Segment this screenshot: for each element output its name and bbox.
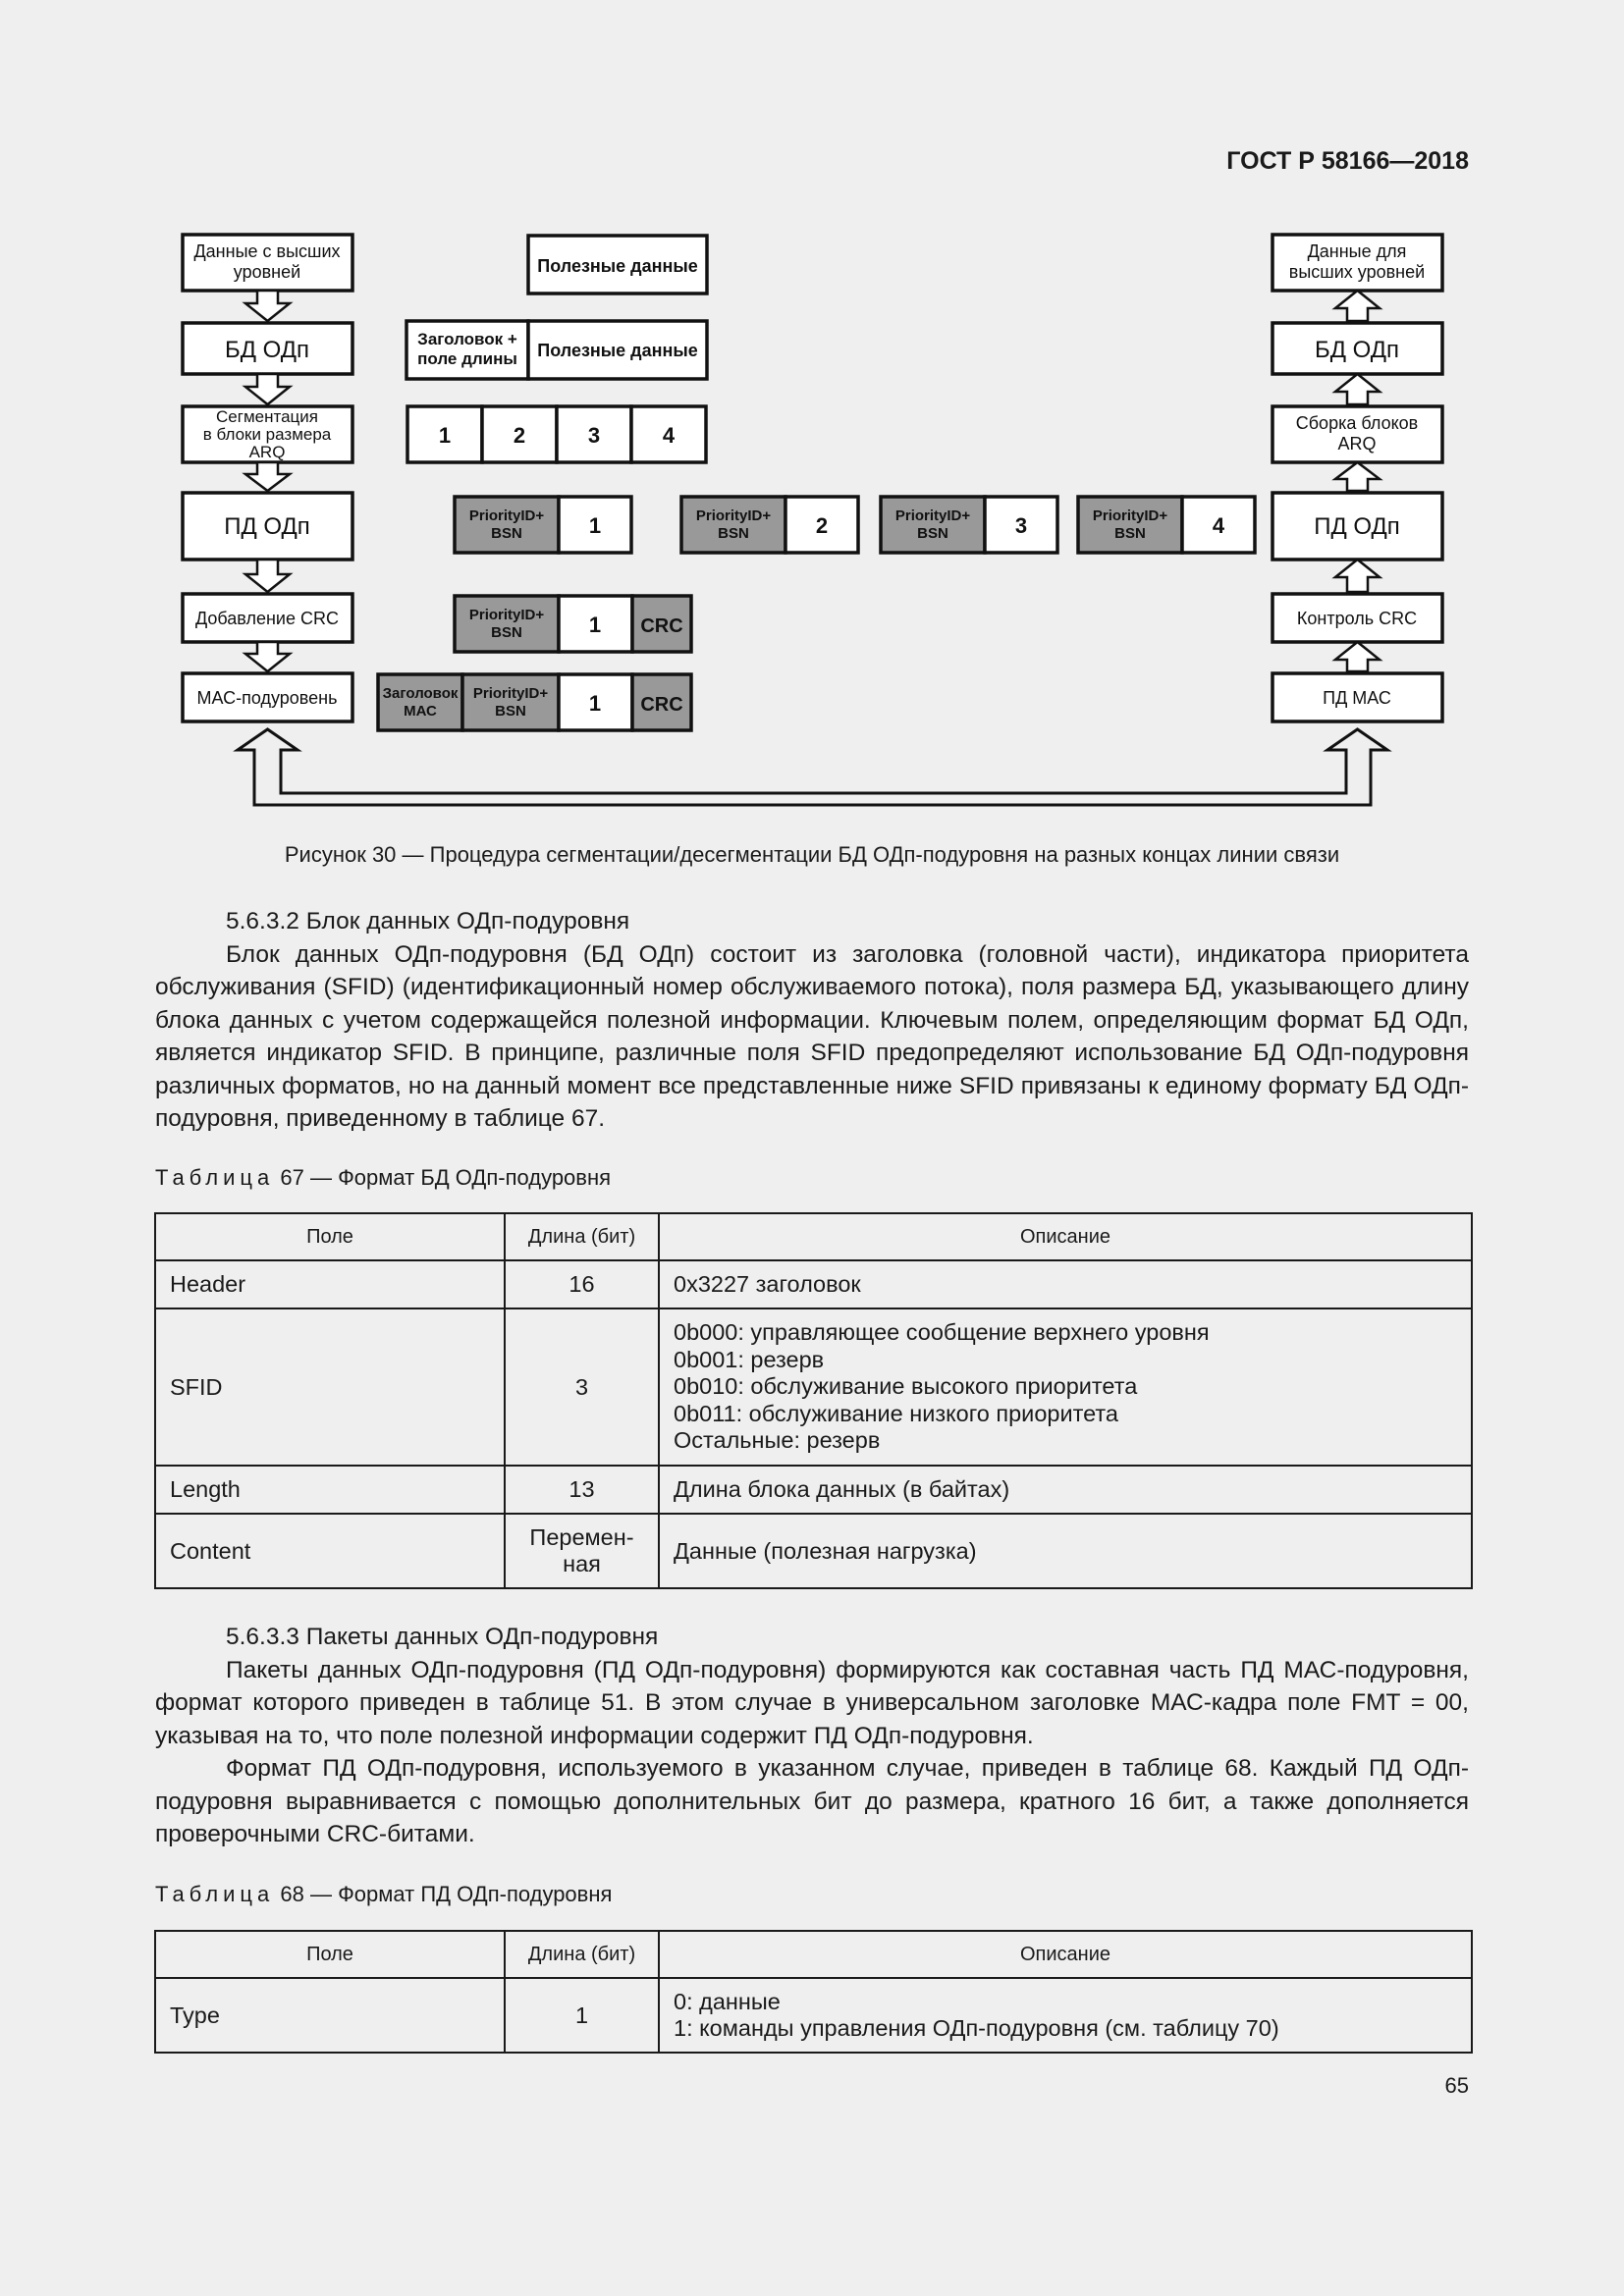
col-header-field: Поле — [155, 1931, 505, 1978]
cell-length: 3 — [505, 1308, 659, 1466]
mac-frame — [378, 674, 691, 730]
table-row — [155, 1514, 1472, 1588]
left-block-segmentation-line1: Сегментация — [216, 407, 318, 426]
svg-text:PriorityID+: PriorityID+ — [1092, 507, 1168, 524]
segment-2-label: 2 — [513, 423, 526, 448]
right-block-arq-assembly-line1: Сборка блоков — [1295, 413, 1419, 433]
arrow-up-icon — [1335, 374, 1380, 404]
section-heading: 5.6.3.3 Пакеты данных ОДп-подуровня — [226, 1624, 659, 1650]
table-row — [155, 1978, 1472, 2053]
svg-text:1: 1 — [588, 691, 602, 716]
table-67 — [154, 1212, 1473, 1589]
svg-text:1: 1 — [588, 613, 602, 637]
arrow-up-icon — [1335, 462, 1380, 491]
table-68-title — [155, 1882, 612, 1907]
col-header-description: Описание — [659, 1931, 1472, 1978]
left-block-odp-pdu-label: ПД ОДп — [224, 513, 310, 540]
svg-text:BSN: BSN — [495, 703, 526, 720]
left-block-upper-data-line2: уровней — [233, 262, 301, 282]
segment-3-label: 3 — [587, 423, 601, 448]
table-68-caption: 68 — Формат ПД ОДп-подуровня — [280, 1882, 613, 1906]
svg-text:BSN: BSN — [718, 525, 749, 542]
cell-description: Данные (полезная нагрузка) — [659, 1514, 1472, 1588]
cell-description: 0: данные 1: команды управления ОДп-подуровня (см. таблицу 70) — [659, 1978, 1472, 2053]
section-heading: 5.6.3.2 Блок данных ОДп-подуровня — [226, 908, 630, 934]
left-block-add-crc-label: Добавление CRC — [195, 609, 339, 628]
pdu-2 — [681, 497, 858, 553]
page-number: 65 — [1444, 2073, 1469, 2098]
table-67-label: Таблица — [155, 1165, 275, 1190]
svg-text:CRC: CRC — [640, 694, 683, 716]
left-block-upper-data-line1: Данные с высших — [193, 241, 341, 261]
cell-length: 1 — [505, 1978, 659, 2053]
svg-text:МАС: МАС — [404, 703, 437, 720]
section-5-6-3-2 — [155, 905, 1469, 1136]
section-paragraph: Пакеты данных ОДп-подуровня (ПД ОДп-подуровня) формируются как составная часть ПД МАС-подуровня, формат которого приведен в таблице 51. В этом случае в универсальном заголовке МАС-кадра поле FMT = 00, указывая на то, что поле полезной информации содержит ПД ОДп-подуровня. — [155, 1656, 1469, 1749]
pdu-1 — [455, 497, 631, 553]
svg-text:PriorityID+: PriorityID+ — [472, 685, 549, 702]
pdu-4 — [1078, 497, 1255, 553]
cell-description: Длина блока данных (в байтах) — [659, 1466, 1472, 1514]
link-loop-arrow-icon — [238, 729, 1387, 805]
arrow-up-icon — [1335, 560, 1380, 592]
svg-text:PriorityID+: PriorityID+ — [468, 607, 545, 623]
cell-field: Header — [155, 1260, 505, 1308]
svg-text:BSN: BSN — [1114, 525, 1146, 542]
left-block-segmentation-line3: ARQ — [248, 443, 286, 461]
arrow-down-icon — [245, 291, 290, 321]
header-length-line1: Заголовок + — [417, 330, 517, 348]
svg-text:BSN: BSN — [917, 525, 948, 542]
pdu-3 — [881, 497, 1057, 553]
cell-description: 0b000: управляющее сообщение верхнего уровня 0b001: резерв 0b010: обслуживание высокого приоритета 0b011: обслуживание низкого приоритета Остальные: резерв — [659, 1308, 1472, 1466]
cell-field: Length — [155, 1466, 505, 1514]
section-paragraph: Формат ПД ОДп-подуровня, используемого в указанном случае, приведен в таблице 68. Каждый ПД ОДп-подуровня выравнивается с помощью дополнительных бит до размера, кратного 16 бит, а также дополняется проверочными CRC-битами. — [155, 1755, 1469, 1847]
cell-length: Перемен-ная — [505, 1514, 659, 1588]
document-header: ГОСТ Р 58166—2018 — [1226, 147, 1469, 175]
svg-text:PriorityID+: PriorityID+ — [894, 507, 971, 524]
svg-text:2: 2 — [815, 513, 829, 538]
pdu-with-crc — [455, 596, 691, 652]
left-block-mac-sublayer-label: МАС-подуровень — [196, 688, 338, 708]
table-row — [155, 1466, 1472, 1514]
arrow-down-icon — [245, 462, 290, 491]
table-68 — [154, 1930, 1473, 2054]
cell-field: Type — [155, 1978, 505, 2053]
header-length-line2: поле длины — [417, 349, 517, 368]
arrow-down-icon — [245, 374, 290, 404]
left-block-odp-sdu-label: БД ОДп — [224, 337, 310, 363]
svg-text:CRC: CRC — [640, 615, 683, 637]
right-block-arq-assembly-line2: ARQ — [1337, 434, 1377, 454]
right-block-odp-pdu-label: ПД ОДп — [1314, 513, 1400, 540]
col-header-description: Описание — [659, 1213, 1472, 1260]
segment-1-label: 1 — [438, 423, 452, 448]
table-row — [155, 1260, 1472, 1308]
arrow-down-icon — [245, 642, 290, 671]
svg-text:3: 3 — [1014, 513, 1028, 538]
right-block-crc-check-label: Контроль CRC — [1296, 609, 1418, 628]
right-block-odp-sdu-label: БД ОДп — [1314, 337, 1400, 363]
table-header-row — [155, 1213, 1472, 1260]
col-header-field: Поле — [155, 1213, 505, 1260]
svg-text:BSN: BSN — [491, 624, 522, 641]
svg-text:Заголовок: Заголовок — [382, 685, 459, 702]
table-68-label: Таблица — [155, 1882, 275, 1906]
cell-field: Content — [155, 1514, 505, 1588]
table-row — [155, 1308, 1472, 1466]
col-header-length: Длина (бит) — [505, 1213, 659, 1260]
svg-text:BSN: BSN — [491, 525, 522, 542]
svg-text:PriorityID+: PriorityID+ — [468, 507, 545, 524]
right-block-upper-data-line2: высших уровней — [1288, 262, 1426, 282]
arrow-up-icon — [1335, 291, 1380, 321]
arrow-down-icon — [245, 560, 290, 592]
left-block-segmentation-line2: в блоки размера — [202, 425, 332, 444]
section-paragraph: Блок данных ОДп-подуровня (БД ОДп) состоит из заголовка (головной части), индикатора приоритета обслуживания (SFID) (идентификационный номер обслуживаемого потока), поля размера БД, указывающего длину блока данных с учетом содержащейся полезной информации. Ключевым полем, определяющим формат БД ОДп, является индикатор SFID. В принципе, различные поля SFID предопределяют использование БД ОДп-подуровня различных форматов, но на данный момент все представленные ниже SFID привязаны к единому формату БД ОДп-подуровня, приведенному в таблице 67. — [155, 940, 1469, 1132]
svg-text:4: 4 — [1212, 513, 1225, 538]
svg-text:PriorityID+: PriorityID+ — [695, 507, 772, 524]
payload-label: Полезные данные — [537, 256, 698, 276]
figure-caption: Рисунок 30 — Процедура сегментации/десегментации БД ОДп-подуровня на разных концах линии связи — [284, 842, 1340, 867]
cell-description: 0x3227 заголовок — [659, 1260, 1472, 1308]
payload-label-2: Полезные данные — [537, 341, 698, 360]
section-5-6-3-3 — [155, 1621, 1469, 1851]
cell-field: SFID — [155, 1308, 505, 1466]
arrow-up-icon — [1335, 642, 1380, 671]
col-header-length: Длина (бит) — [505, 1931, 659, 1978]
segment-4-label: 4 — [662, 423, 676, 448]
segmentation-diagram — [0, 0, 1624, 883]
table-67-title — [155, 1165, 611, 1191]
cell-length: 16 — [505, 1260, 659, 1308]
right-block-mac-pdu-label: ПД МАС — [1323, 688, 1391, 708]
table-header-row — [155, 1931, 1472, 1978]
right-block-upper-data-line1: Данные для — [1307, 241, 1407, 261]
svg-text:1: 1 — [588, 513, 602, 538]
table-67-caption: 67 — Формат БД ОДп-подуровня — [280, 1165, 612, 1190]
cell-length: 13 — [505, 1466, 659, 1514]
